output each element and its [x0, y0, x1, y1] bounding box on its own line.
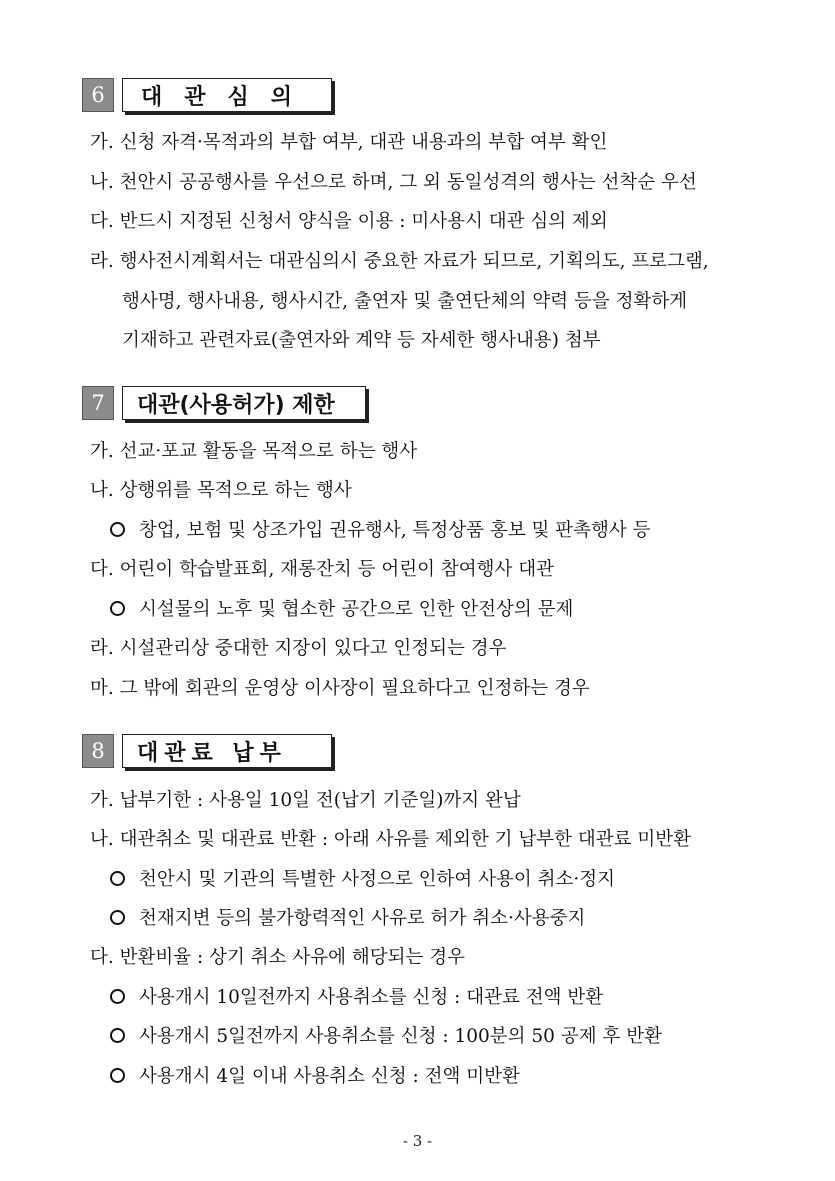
- list-item: 다. 어린이 학습발표회, 재롱잔치 등 어린이 참여행사 대관: [90, 559, 554, 580]
- bullet-text: 창업, 보험 및 상조가입 권유행사, 특정상품 홍보 및 판촉행사 등: [139, 520, 651, 541]
- section-number: 8: [82, 734, 114, 768]
- list-item-continuation: 기재하고 관련자료(출연자와 계약 등 자세한 행사내용) 첨부: [122, 330, 601, 351]
- circle-bullet-icon: [110, 1068, 125, 1083]
- list-item: 가. 신청 자격·목적과의 부합 여부, 대관 내용과의 부합 여부 확인: [90, 132, 608, 153]
- bullet-item: [110, 1025, 662, 1049]
- list-item-continuation: 행사명, 행사내용, 행사시간, 출연자 및 출연단체의 약력 등을 정확하게: [122, 291, 688, 312]
- bullet-item: [110, 986, 603, 1010]
- page-number: - 3 -: [402, 1132, 433, 1150]
- bullet-text: 사용개시 4일 이내 사용취소 신청 : 전액 미반환: [139, 1066, 520, 1087]
- bullet-item: [110, 598, 573, 622]
- section-title: 대관료 납부: [122, 734, 332, 768]
- bullet-text: 사용개시 5일전까지 사용취소를 신청 : 100분의 50 공제 후 반환: [139, 1026, 662, 1047]
- section-number: 6: [82, 78, 114, 112]
- list-item: 다. 반드시 지정된 신청서 양식을 이용 : 미사용시 대관 심의 제외: [90, 211, 608, 232]
- circle-bullet-icon: [110, 910, 125, 925]
- list-item: 가. 납부기한 : 사용일 10일 전(납기 기준일)까지 완납: [90, 790, 521, 811]
- bullet-text: 사용개시 10일전까지 사용취소를 신청 : 대관료 전액 반환: [139, 987, 604, 1008]
- bullet-text: 시설물의 노후 및 협소한 공간으로 인한 안전상의 문제: [139, 599, 574, 620]
- bullet-item: [110, 907, 585, 931]
- bullet-text: 천안시 및 기관의 특별한 사정으로 인하여 사용이 취소·정지: [139, 869, 615, 890]
- section-8-header: [82, 734, 332, 768]
- list-item: 나. 천안시 공공행사를 우선으로 하며, 그 외 동일성격의 행사는 선착순 우선: [90, 172, 697, 193]
- section-title: 대관(사용허가) 제한: [122, 386, 366, 420]
- circle-bullet-icon: [110, 1028, 125, 1043]
- section-7-header: [82, 386, 366, 420]
- section-6-header: [82, 78, 332, 112]
- list-item: 가. 선교·포교 활동을 목적으로 하는 행사: [90, 441, 418, 462]
- bullet-item: [110, 1065, 520, 1089]
- circle-bullet-icon: [110, 601, 125, 616]
- bullet-text: 천재지변 등의 불가항력적인 사유로 허가 취소·사용중지: [139, 908, 586, 929]
- circle-bullet-icon: [110, 871, 125, 886]
- list-item: 다. 반환비율 : 상기 취소 사유에 해당되는 경우: [90, 947, 465, 968]
- bullet-item: [110, 868, 615, 892]
- bullet-item: [110, 519, 650, 543]
- circle-bullet-icon: [110, 522, 125, 537]
- list-item: 나. 상행위를 목적으로 하는 행사: [90, 480, 352, 501]
- section-number: 7: [82, 386, 114, 420]
- list-item: 나. 대관취소 및 대관료 반환 : 아래 사유를 제외한 기 납부한 대관료 미반환: [90, 829, 691, 850]
- list-item: 마. 그 밖에 회관의 운영상 이사장이 필요하다고 인정하는 경우: [90, 678, 590, 699]
- circle-bullet-icon: [110, 989, 125, 1004]
- section-title: 대관심의: [122, 78, 332, 112]
- list-item: 라. 행사전시계획서는 대관심의시 중요한 자료가 되므로, 기획의도, 프로그램,: [90, 251, 709, 272]
- list-item: 라. 시설관리상 중대한 지장이 있다고 인정되는 경우: [90, 638, 507, 659]
